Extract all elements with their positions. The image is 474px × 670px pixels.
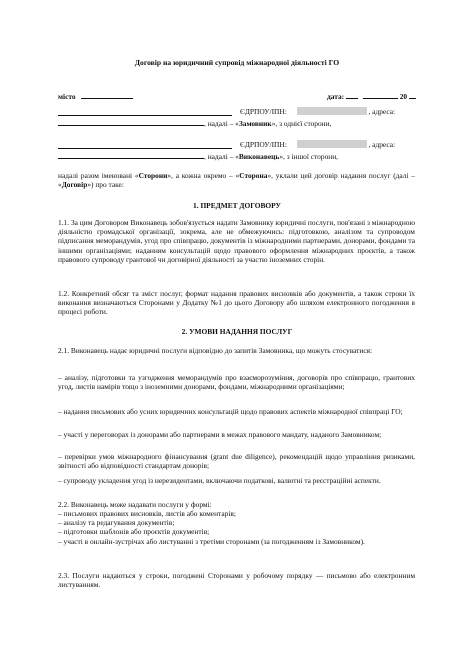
- city-field[interactable]: [81, 91, 133, 99]
- city-line: [58, 91, 133, 101]
- section-2-heading: 2. УМОВИ НАДАННЯ ПОСЛУГ: [181, 327, 293, 336]
- contractor-edrpou-line: [240, 140, 395, 149]
- paragraph-1-2: 1.2. Конкретний обсяг та зміст послуг, формат надання правових висновків або документів, а також строки їх виконання визначаються Сторонами у Додатку №1 до цього Договору або шляхом електронного погодження в процесі роботи.: [58, 289, 415, 317]
- contractor-address-field[interactable]: [58, 151, 204, 159]
- contractor-address-label: , адреса:: [368, 140, 396, 149]
- date-month-field[interactable]: [363, 91, 398, 99]
- customer-name-field[interactable]: [58, 115, 232, 116]
- paragraph-2-3: 2.3. Послуги надаються у строки, погоджені Сторонами у робочому порядку — письмово або електронним листуванням.: [58, 571, 415, 590]
- contractor-edrpou-field[interactable]: [297, 140, 367, 148]
- contractor-role: Виконавець: [238, 152, 280, 161]
- paragraph-2-1: 2.1. Виконавець надає юридичні послуги відповідно до запитів Замовника, що можуть стосуватися:: [58, 346, 373, 355]
- customer-address-field[interactable]: [58, 118, 204, 126]
- customer-suffix-post: », з однієї сторони,: [271, 119, 332, 128]
- customer-suffix-pre: , надалі – «: [204, 119, 239, 128]
- year-label: 20: [399, 92, 408, 101]
- list-item: – аналізу, підготовки та узгодження меморандумів про взаєморозуміння, договорів про співпрацю, грантових угод, листів намірів тощо з іноземними донорами, фондами, міжнародними організаціями;: [58, 373, 415, 392]
- customer-edrpou-field[interactable]: [297, 107, 367, 115]
- list-item: – участі у переговорах із донорами або партнерами в межах правового мандату, наданого Замовником;: [58, 430, 382, 439]
- paragraph-2-2: 2.2. Виконавець може надавати послуги у формі:: [58, 500, 212, 509]
- preamble: [58, 171, 415, 189]
- contractor-suffix-pre: , надалі – «: [204, 152, 239, 161]
- paragraph-1-1: 1.1. За цим Договором Виконавець зобов'язується надати Замовнику юридичні послуги, пов'язані з міжнародною діяльністю громадської організації, зокрема, але не обмежуючись: підготовкою, аналізом та супроводом підписання меморандумів, угод про співпрацю, документів із міжнародними партнерами, донорами, фондами та іншими організаціями; наданням консультацій щодо правового оформлення міжнародних проєктів, а також правового супроводу грантової чи договірної діяльності за участю іноземних сторін.: [58, 218, 415, 264]
- contractor-suffix-post: », з іншої сторони,: [279, 152, 339, 161]
- contractor-edrpou-label: ЄДРПОУ/ІПН:: [240, 140, 287, 149]
- preamble-sides: Сторони: [138, 171, 168, 180]
- preamble-part-3: », уклали цей договір надання послуг (далі – «: [58, 171, 415, 190]
- preamble-part-2: », а кожна окремо – «: [167, 171, 240, 180]
- date-line: [327, 91, 416, 101]
- document-title: Договір на юридичний супровід міжнародної діяльності ГО: [134, 58, 340, 67]
- customer-role-line: [58, 118, 331, 128]
- list-item: – підготовки шаблонів або проєктів документів;: [58, 527, 210, 536]
- customer-address-label: , адреса:: [368, 107, 396, 116]
- city-label: місто: [58, 92, 76, 101]
- section-1-heading: 1. ПРЕДМЕТ ДОГОВОРУ: [193, 201, 281, 210]
- preamble-part-4: ») про таке:: [87, 180, 124, 190]
- customer-role: Замовник: [238, 119, 272, 128]
- contractor-name-field[interactable]: [58, 148, 232, 149]
- date-year-field[interactable]: [409, 91, 416, 99]
- list-item: – участі в онлайн-зустрічах або листуванні з третіми сторонами (за погодженням із Замовником).: [58, 537, 365, 546]
- date-day-field[interactable]: [346, 91, 358, 99]
- list-item: – письмових правових висновків, листів або коментарів;: [58, 509, 236, 518]
- contractor-role-line: [58, 151, 338, 161]
- preamble-contract: Договір: [61, 180, 88, 190]
- preamble-side: Сторона: [239, 171, 268, 180]
- date-label: дата:: [327, 92, 345, 101]
- list-item: – надання письмових або усних юридичних консультацій щодо правових аспектів міжнародної співпраці ГО;: [58, 407, 403, 416]
- customer-edrpou-label: ЄДРПОУ/ІПН:: [240, 107, 287, 116]
- customer-edrpou-line: [240, 107, 395, 116]
- list-item: – перевірки умов міжнародного фінансування (grant due diligence), рекомендацій щодо управління ризиками, звітності або відповідності стандартам донорів;: [58, 452, 415, 471]
- list-item: – супроводу укладення угод із нерезидентами, включаючи податкові, валютні та реєстраційні аспекти.: [58, 476, 381, 485]
- list-item: – аналізу та редагування документів;: [58, 518, 175, 527]
- preamble-part-1: надалі разом іменовані «: [58, 171, 139, 180]
